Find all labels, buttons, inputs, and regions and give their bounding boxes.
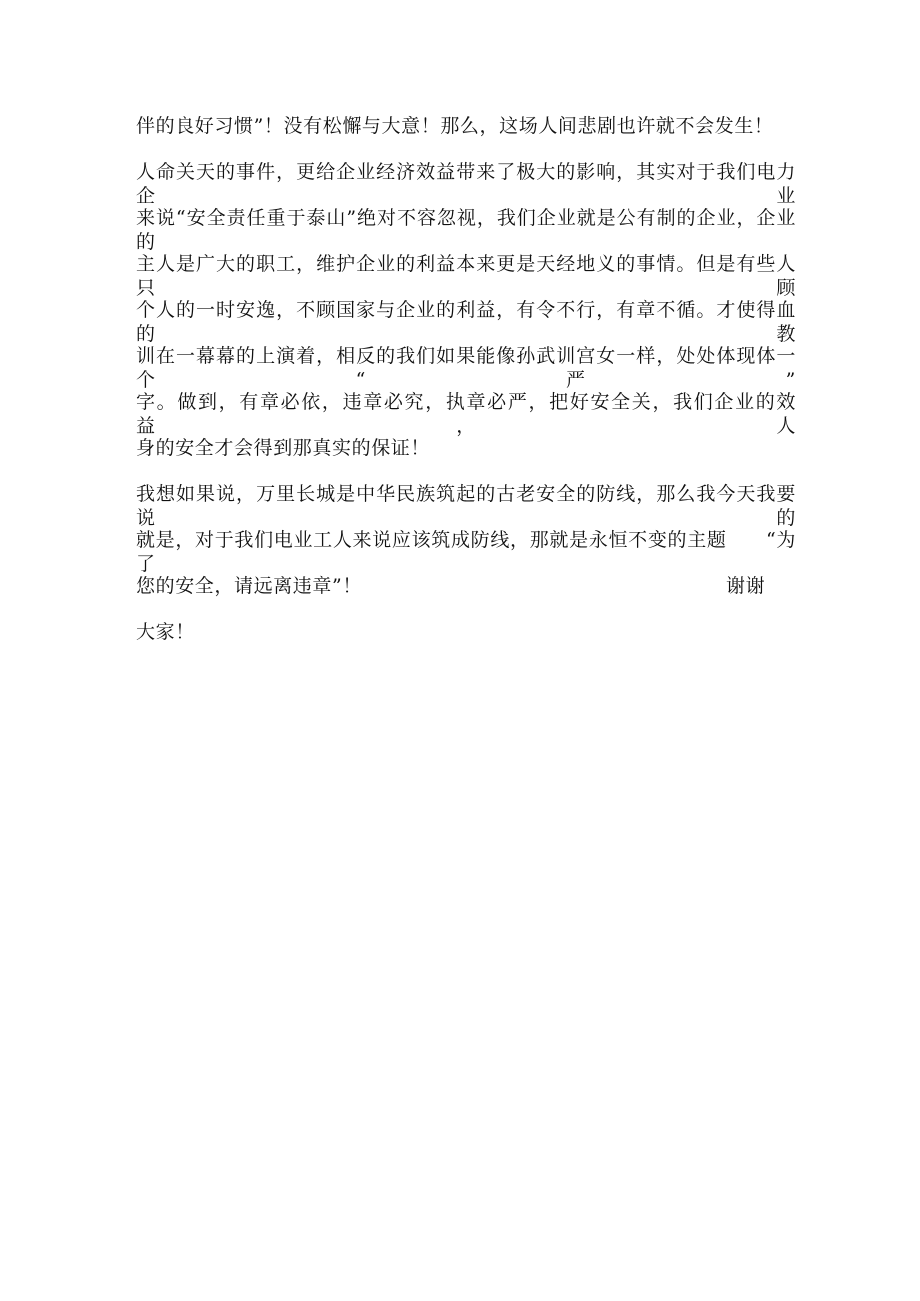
text-line: 个人的一时安逸，不顾国家与企业的利益，有令不行，有章不循。才使得血的教 xyxy=(136,299,796,345)
text-line: 您的安全，请远离违章”！ xyxy=(136,575,362,597)
text-line-with-thanks xyxy=(136,574,796,598)
document-body xyxy=(136,114,796,666)
text-line: 主人是广大的职工，维护企业的利益本来更是天经地义的事情。但是有些人只顾 xyxy=(136,253,796,299)
text-line: 人命关天的事件，更给企业经济效益带来了极大的影响，其实对于我们电力企业 xyxy=(136,161,796,207)
text-line: 就是，对于我们电业工人来说应该筑成防线，那就是永恒不变的主题 “为了 xyxy=(136,529,796,575)
thanks-text: 谢谢 xyxy=(726,575,766,597)
text-line: 字。做到，有章必依，违章必究，执章必严，把好安全关，我们企业的效益，人 xyxy=(136,391,796,437)
text-line: 我想如果说，万里长城是中华民族筑起的古老安全的防线，那么我今天我要说的 xyxy=(136,483,796,529)
text-line: 身的安全才会得到那真实的保证！ xyxy=(136,437,431,459)
text-line: 大家！ xyxy=(136,621,195,643)
text-line: 训在一幕幕的上演着，相反的我们如果能像孙武训宫女一样，处处体现体一个“严” xyxy=(136,345,796,391)
text-line: 来说“安全责任重于泰山”绝对不容忽视，我们企业就是公有制的企业，企业的 xyxy=(136,207,796,253)
text-line: 伴的良好习惯”！没有松懈与大意！那么，这场人间悲剧也许就不会发生！ xyxy=(136,115,774,137)
